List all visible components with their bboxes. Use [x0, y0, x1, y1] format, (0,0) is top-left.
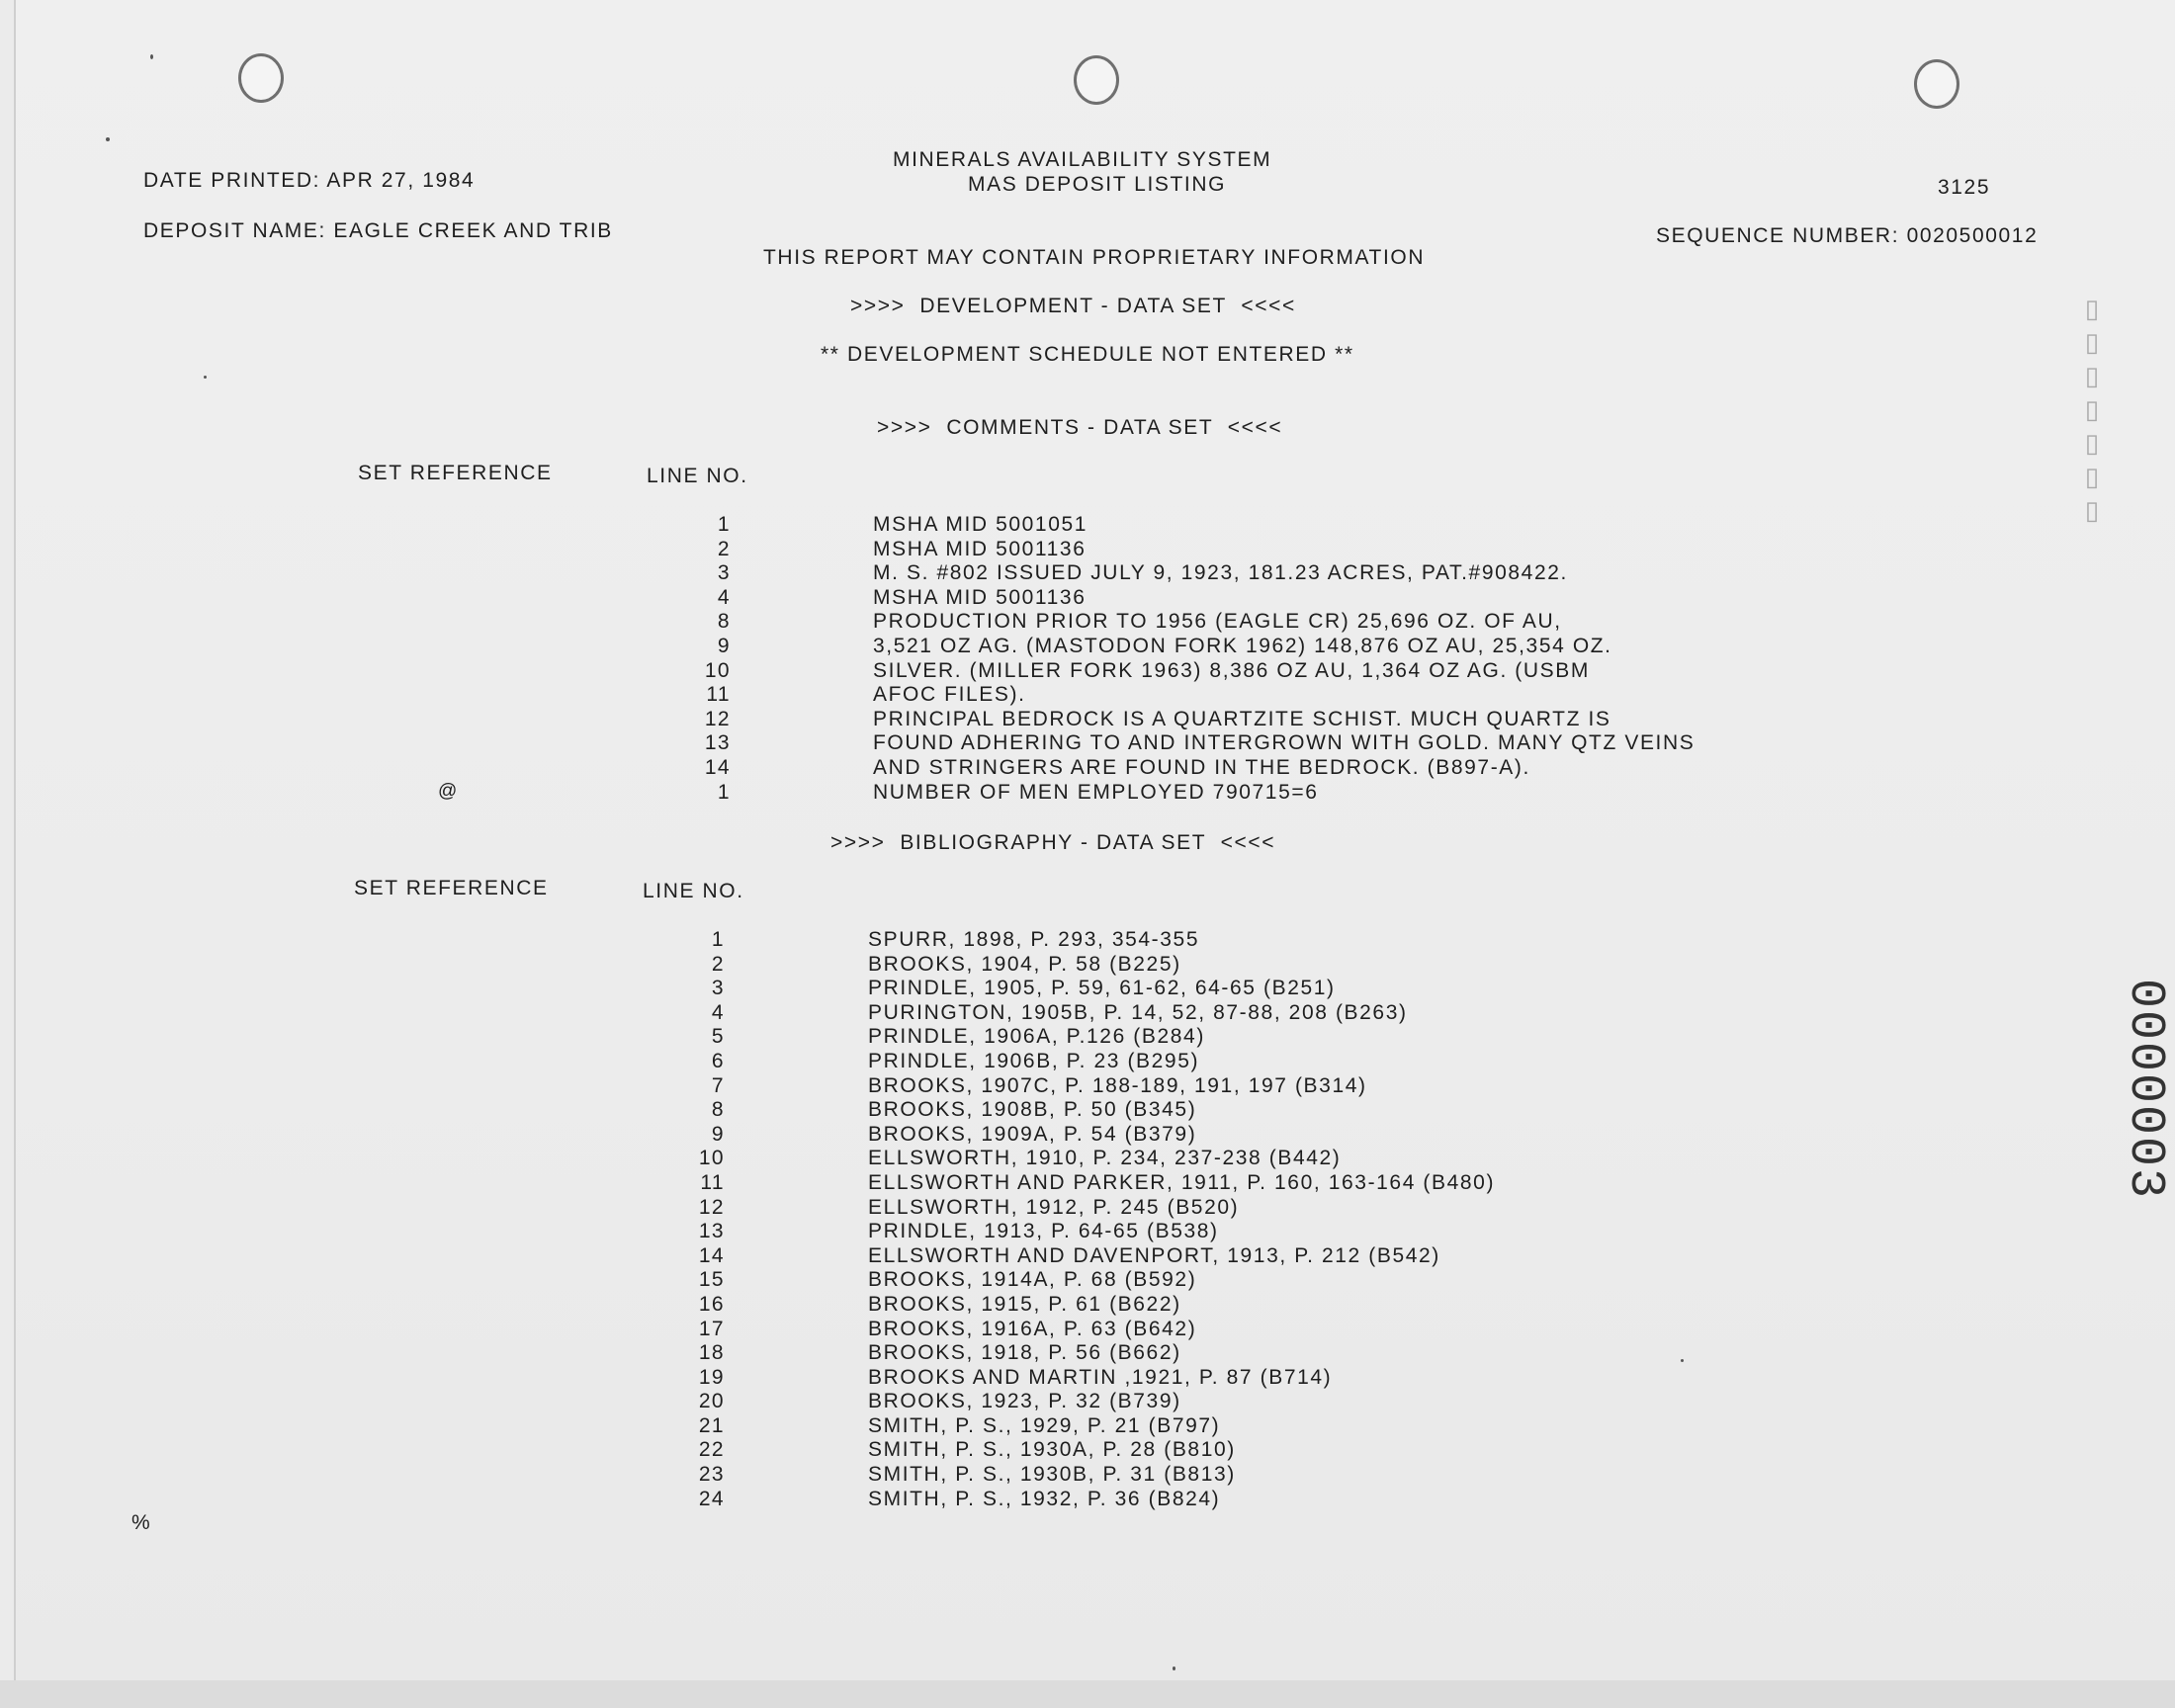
line-text: PRINDLE, 1913, P. 64-65 (B538): [868, 1220, 1219, 1243]
line-text: SMITH, P. S., 1930B, P. 31 (B813): [868, 1463, 1236, 1487]
line-number: 3: [711, 977, 725, 1000]
development-heading: >>>> DEVELOPMENT - DATA SET <<<<: [850, 295, 1296, 317]
line-number: 11: [700, 1170, 725, 1194]
set-reference-mark: @: [438, 780, 458, 802]
line-text: BROOKS, 1909A, P. 54 (B379): [868, 1122, 1197, 1146]
line-text: BROOKS, 1916A, P. 63 (B642): [868, 1317, 1197, 1340]
line-text: AND STRINGERS ARE FOUND IN THE BEDROCK. (B897-A).: [873, 755, 1530, 779]
line-number: 9: [711, 1122, 725, 1146]
table-row: [0, 538, 2175, 562]
line-number: 10: [698, 1147, 725, 1170]
line-text: MSHA MID 5001051: [873, 513, 1088, 536]
margin-stamp: 0000003: [2117, 979, 2173, 1201]
line-text: BROOKS, 1915, P. 61 (B622): [868, 1292, 1181, 1316]
table-row: [0, 731, 2175, 756]
speck: [106, 137, 110, 141]
table-row: [0, 659, 2175, 684]
line-text: PRINDLE, 1906B, P. 23 (B295): [868, 1049, 1200, 1072]
line-number: 14: [704, 755, 731, 779]
line-number: 13: [704, 731, 731, 755]
line-text: MSHA MID 5001136: [873, 585, 1087, 609]
table-row: [0, 513, 2175, 538]
scanner-bottom-edge: [0, 1680, 2175, 1708]
table-row: [0, 1220, 2175, 1244]
line-number: 4: [717, 585, 731, 609]
table-row: [0, 953, 2175, 978]
line-text: SPURR, 1898, P. 293, 354-355: [868, 928, 1200, 951]
table-row: [0, 756, 2175, 781]
comments-col-set-reference: SET REFERENCE: [358, 462, 553, 484]
table-row: [0, 1001, 2175, 1026]
line-number: 2: [711, 952, 725, 976]
table-row: [0, 1366, 2175, 1391]
line-number: 12: [704, 707, 731, 730]
table-row: [0, 977, 2175, 1001]
line-text: BROOKS, 1904, P. 58 (B225): [868, 952, 1181, 976]
line-number: 11: [706, 683, 731, 707]
table-row: [0, 1390, 2175, 1414]
line-text: 3,521 OZ AG. (MASTODON FORK 1962) 148,876 OZ AU, 25,354 OZ.: [873, 634, 1612, 657]
bleed-through-marks: ▯▯▯▯▯▯▯: [2076, 295, 2106, 530]
table-row: [0, 1341, 2175, 1366]
line-text: SILVER. (MILLER FORK 1963) 8,386 OZ AU, 1,364 OZ AG. (USBM: [873, 658, 1590, 682]
development-note: ** DEVELOPMENT SCHEDULE NOT ENTERED **: [821, 343, 1354, 366]
system-title: MINERALS AVAILABILITY SYSTEM: [893, 148, 1272, 171]
table-row: [0, 1318, 2175, 1342]
table-row: [0, 586, 2175, 611]
table-row: [0, 683, 2175, 708]
sequence-number: SEQUENCE NUMBER: 0020500012: [1656, 224, 2039, 247]
line-text: PRINDLE, 1905, P. 59, 61-62, 64-65 (B251): [868, 977, 1336, 1000]
line-number: 16: [698, 1292, 725, 1316]
table-row: [0, 1074, 2175, 1099]
table-row: [0, 1293, 2175, 1318]
page-code: 3125: [1938, 176, 1991, 199]
table-row: [0, 1196, 2175, 1221]
table-row: [0, 1050, 2175, 1074]
line-text: BROOKS, 1907C, P. 188-189, 191, 197 (B314): [868, 1073, 1367, 1097]
line-text: NUMBER OF MEN EMPLOYED 790715=6: [873, 780, 1319, 804]
line-number: 10: [704, 658, 731, 682]
footer-mark: %: [131, 1511, 152, 1534]
line-number: 1: [717, 780, 731, 804]
line-number: 8: [711, 1098, 725, 1122]
line-text: ELLSWORTH AND PARKER, 1911, P. 160, 163-164 (B480): [868, 1170, 1496, 1194]
line-number: 17: [698, 1317, 725, 1340]
binder-hole-right: [1914, 59, 1959, 109]
line-number: 2: [717, 537, 731, 560]
line-number: 1: [711, 928, 725, 951]
line-text: BROOKS, 1923, P. 32 (B739): [868, 1390, 1181, 1413]
line-text: SMITH, P. S., 1929, P. 21 (B797): [868, 1413, 1221, 1437]
table-row: [0, 1098, 2175, 1123]
line-text: AFOC FILES).: [873, 683, 1026, 707]
listing-title: MAS DEPOSIT LISTING: [968, 173, 1227, 196]
speck: [204, 376, 207, 379]
line-text: PRINCIPAL BEDROCK IS A QUARTZITE SCHIST. MUCH QUARTZ IS: [873, 707, 1611, 730]
line-number: 12: [698, 1195, 725, 1219]
line-text: MSHA MID 5001136: [873, 537, 1087, 560]
line-text: BROOKS, 1908B, P. 50 (B345): [868, 1098, 1197, 1122]
line-number: 4: [711, 1000, 725, 1024]
bibliography-table: [0, 928, 2175, 1511]
binder-hole-left: [238, 53, 284, 103]
line-text: M. S. #802 ISSUED JULY 9, 1923, 181.23 ACRES, PAT.#908422.: [873, 561, 1568, 585]
bibliography-heading: >>>> BIBLIOGRAPHY - DATA SET <<<<: [830, 831, 1276, 854]
line-number: 24: [698, 1487, 725, 1510]
table-row: [0, 635, 2175, 659]
table-row: [0, 561, 2175, 586]
table-row: [0, 1147, 2175, 1171]
line-number: 23: [698, 1463, 725, 1487]
line-number: 1: [717, 513, 731, 536]
table-row: [0, 1268, 2175, 1293]
table-row: [0, 708, 2175, 732]
line-number: 7: [711, 1073, 725, 1097]
table-row: [0, 781, 2175, 806]
line-number: 8: [717, 610, 731, 634]
comments-heading: >>>> COMMENTS - DATA SET <<<<: [877, 416, 1283, 439]
line-number: 3: [717, 561, 731, 585]
table-row: [0, 1414, 2175, 1439]
line-text: PURINGTON, 1905B, P. 14, 52, 87-88, 208 (B263): [868, 1000, 1408, 1024]
bibliography-col-line-no: LINE NO.: [643, 880, 744, 902]
comments-col-line-no: LINE NO.: [647, 465, 748, 487]
line-number: 9: [717, 634, 731, 657]
line-text: BROOKS, 1914A, P. 68 (B592): [868, 1268, 1197, 1292]
line-number: 18: [698, 1341, 725, 1365]
line-number: 5: [711, 1025, 725, 1049]
date-printed: DATE PRINTED: APR 27, 1984: [143, 169, 476, 192]
line-text: ELLSWORTH, 1910, P. 234, 237-238 (B442): [868, 1147, 1342, 1170]
proprietary-notice: THIS REPORT MAY CONTAIN PROPRIETARY INFORMATION: [763, 246, 1426, 269]
line-text: SMITH, P. S., 1930A, P. 28 (B810): [868, 1438, 1236, 1462]
binder-hole-center: [1074, 55, 1119, 105]
table-row: [0, 1463, 2175, 1488]
table-row: [0, 1025, 2175, 1050]
line-text: ELLSWORTH AND DAVENPORT, 1913, P. 212 (B542): [868, 1243, 1440, 1267]
bibliography-col-set-reference: SET REFERENCE: [354, 877, 549, 899]
line-text: BROOKS, 1918, P. 56 (B662): [868, 1341, 1181, 1365]
line-number: 6: [711, 1049, 725, 1072]
line-text: BROOKS AND MARTIN ,1921, P. 87 (B714): [868, 1365, 1333, 1389]
line-text: PRODUCTION PRIOR TO 1956 (EAGLE CR) 25,696 OZ. OF AU,: [873, 610, 1562, 634]
table-row: [0, 1488, 2175, 1512]
table-row: [0, 928, 2175, 953]
line-number: 15: [698, 1268, 725, 1292]
table-row: [0, 1123, 2175, 1148]
deposit-name: DEPOSIT NAME: EAGLE CREEK AND TRIB: [143, 219, 613, 242]
comments-table: [0, 513, 2175, 805]
line-text: ELLSWORTH, 1912, P. 245 (B520): [868, 1195, 1240, 1219]
line-number: 21: [698, 1413, 725, 1437]
table-row: [0, 1171, 2175, 1196]
table-row: [0, 610, 2175, 635]
line-number: 19: [698, 1365, 725, 1389]
speck: [150, 54, 153, 59]
line-number: 13: [698, 1220, 725, 1243]
line-number: 14: [698, 1243, 725, 1267]
line-text: SMITH, P. S., 1932, P. 36 (B824): [868, 1487, 1221, 1510]
line-number: 22: [698, 1438, 725, 1462]
table-row: [0, 1438, 2175, 1463]
speck: [1173, 1666, 1175, 1670]
line-text: PRINDLE, 1906A, P.126 (B284): [868, 1025, 1205, 1049]
line-number: 20: [698, 1390, 725, 1413]
line-text: FOUND ADHERING TO AND INTERGROWN WITH GOLD. MANY QTZ VEINS: [873, 731, 1696, 755]
table-row: [0, 1244, 2175, 1269]
